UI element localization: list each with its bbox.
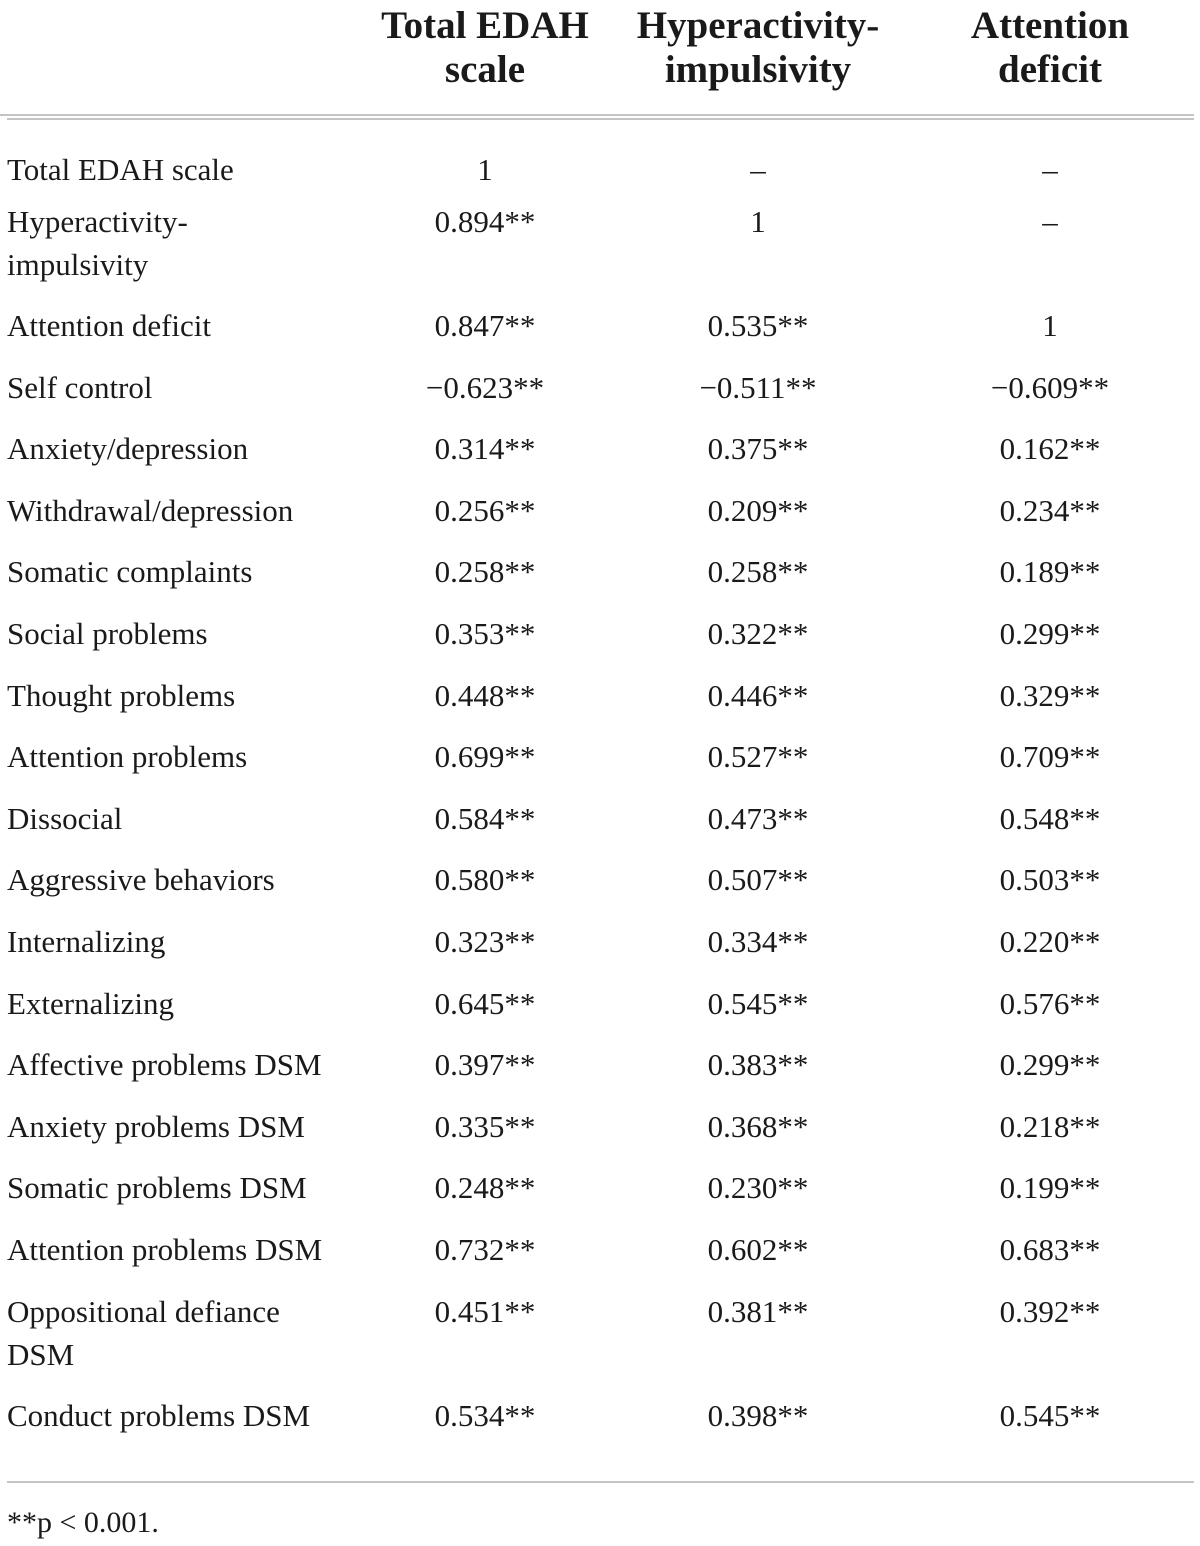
correlation-value: 0.189** (999, 554, 1101, 590)
row-label (0, 1281, 360, 1385)
row-label-line: Attention problems DSM (7, 1231, 323, 1267)
header-line: Hyperactivity- (636, 4, 880, 47)
correlation-value: 1 (1042, 308, 1058, 343)
row-label-line: Self control (7, 369, 153, 405)
row-label-line: Aggressive behaviors (7, 862, 275, 898)
table-header (0, 0, 1194, 115)
header-row (0, 0, 1194, 115)
row-label (0, 1219, 360, 1281)
table-row (0, 911, 1194, 973)
header-blank (0, 0, 360, 115)
header-line: Attention (970, 4, 1130, 47)
correlation-value: 0.527** (707, 739, 809, 775)
row-label-line: Anxiety problems DSM (7, 1108, 305, 1144)
correlation-value: 0.503** (999, 862, 1101, 898)
correlation-value: 0.473** (707, 800, 809, 836)
row-label (0, 973, 360, 1035)
row-label (0, 911, 360, 973)
table-row (0, 603, 1194, 665)
row-label-line: Conduct problems DSM (7, 1397, 311, 1433)
table-row (0, 418, 1194, 480)
row-label (0, 191, 360, 295)
correlation-value: 0.383** (707, 1047, 809, 1083)
correlation-value: 0.258** (434, 554, 536, 590)
correlation-value: 0.375** (707, 431, 809, 467)
row-label (0, 357, 360, 419)
correlation-value: 0.398** (707, 1397, 809, 1433)
row-label (0, 1157, 360, 1219)
row-label-line: impulsivity (7, 247, 149, 282)
table-row (0, 849, 1194, 911)
row-label (0, 788, 360, 850)
row-label (0, 541, 360, 603)
row-label-line: Anxiety/depression (7, 431, 249, 467)
table-row (0, 973, 1194, 1035)
correlation-value: 1 (750, 204, 766, 239)
correlation-value: 0.334** (707, 923, 809, 959)
correlation-value: −0.609** (990, 369, 1110, 405)
row-label (0, 849, 360, 911)
row-label (0, 1034, 360, 1096)
row-label-line: Externalizing (7, 985, 174, 1021)
table-row (0, 788, 1194, 850)
row-label-line: Hyperactivity- (7, 204, 188, 239)
table-body (0, 115, 1194, 1449)
table-row (0, 1219, 1194, 1281)
correlation-value: 0.220** (999, 923, 1101, 959)
table-row (0, 480, 1194, 542)
correlation-value: 0.534** (434, 1397, 536, 1433)
correlation-value: 0.535** (707, 308, 809, 343)
correlation-value: 0.709** (999, 739, 1101, 775)
row-label (0, 1096, 360, 1158)
row-label-line: Total EDAH scale (7, 152, 234, 187)
table-footnote: **p < 0.001. (7, 1506, 159, 1539)
header-line: deficit (998, 48, 1102, 91)
row-label (0, 418, 360, 480)
row-label-line: Affective problems DSM (7, 1047, 322, 1083)
correlation-value: 0.602** (707, 1231, 809, 1267)
correlation-value: 0.218** (999, 1108, 1101, 1144)
row-label-line: Oppositional defiance (7, 1293, 280, 1329)
correlation-value: 0.329** (999, 677, 1101, 713)
correlation-value: 0.322** (707, 615, 809, 651)
table-row (0, 726, 1194, 788)
correlation-value: 0.446** (707, 677, 809, 713)
table-row (0, 295, 1194, 357)
correlation-value: 0.209** (707, 492, 809, 528)
table-row (0, 1385, 1194, 1449)
table-row (0, 1034, 1194, 1096)
correlation-value: – (750, 152, 766, 187)
header-line: impulsivity (664, 48, 852, 91)
table-row (0, 1096, 1194, 1158)
correlation-value: 0.683** (999, 1231, 1101, 1267)
correlation-value: 0.299** (999, 615, 1101, 651)
row-label-line: Somatic problems DSM (7, 1170, 307, 1206)
row-label-line: Thought problems (7, 677, 236, 713)
correlation-value: 0.248** (434, 1170, 536, 1206)
table-row (0, 1281, 1194, 1385)
correlation-value: −0.623** (425, 369, 545, 405)
table-row (0, 1157, 1194, 1219)
correlation-value: 0.381** (707, 1293, 809, 1329)
header-hyperactivity-impulsivity (610, 0, 906, 115)
correlation-value: 0.847** (434, 308, 536, 343)
correlation-value: 0.448** (434, 677, 536, 713)
row-label-line: Attention deficit (7, 308, 212, 343)
header-line: Total EDAH (381, 4, 589, 47)
correlation-value: 0.732** (434, 1231, 536, 1267)
correlation-value: 0.548** (999, 800, 1101, 836)
correlation-value: 0.162** (999, 431, 1101, 467)
correlation-value: 0.507** (707, 862, 809, 898)
correlation-value: 0.699** (434, 739, 536, 775)
row-label-line: Social problems (7, 615, 208, 651)
row-label-line: Dissocial (7, 800, 123, 836)
correlation-value: 0.894** (434, 204, 536, 239)
table-row (0, 665, 1194, 727)
correlation-value: 0.576** (999, 985, 1101, 1021)
header-rule (7, 118, 1194, 120)
correlation-value: 0.258** (707, 554, 809, 590)
correlation-value: 0.314** (434, 431, 536, 467)
correlation-value: 0.199** (999, 1170, 1101, 1206)
header-attention-deficit (906, 0, 1194, 115)
correlation-value: 0.584** (434, 800, 536, 836)
correlation-value: 0.323** (434, 923, 536, 959)
correlation-value: 0.580** (434, 862, 536, 898)
correlation-value: 0.545** (707, 985, 809, 1021)
correlation-value: 1 (477, 152, 493, 187)
row-label-line: Internalizing (7, 923, 166, 959)
correlation-value: 0.335** (434, 1108, 536, 1144)
table-bottom-rule (7, 1481, 1194, 1483)
row-label-line: Somatic complaints (7, 554, 253, 590)
correlation-value: 0.234** (999, 492, 1101, 528)
row-label-line: DSM (7, 1336, 75, 1372)
row-label (0, 1385, 360, 1449)
table-row (0, 191, 1194, 295)
row-label (0, 665, 360, 727)
correlation-value: 0.397** (434, 1047, 536, 1083)
correlation-value: 0.545** (999, 1397, 1101, 1433)
table-row (0, 357, 1194, 419)
correlation-value: −0.511** (699, 369, 817, 405)
row-label-line: Attention problems (7, 739, 248, 775)
header-line: scale (444, 48, 526, 91)
correlation-value: 0.368** (707, 1108, 809, 1144)
row-label (0, 726, 360, 788)
correlation-value: 0.230** (707, 1170, 809, 1206)
table-row (0, 115, 1194, 191)
correlation-value: – (1042, 152, 1058, 187)
correlation-value: 0.256** (434, 492, 536, 528)
row-label-line: Withdrawal/depression (7, 492, 294, 528)
correlation-value: 0.451** (434, 1293, 536, 1329)
table-row (0, 541, 1194, 603)
correlation-value: 0.392** (999, 1293, 1101, 1329)
correlation-value: – (1042, 204, 1058, 239)
correlation-value: 0.353** (434, 615, 536, 651)
correlation-value: 0.299** (999, 1047, 1101, 1083)
row-label (0, 295, 360, 357)
header-total-edah-scale (360, 0, 610, 115)
row-label (0, 115, 360, 191)
row-label (0, 603, 360, 665)
correlation-value: 0.645** (434, 985, 536, 1021)
row-label (0, 480, 360, 542)
